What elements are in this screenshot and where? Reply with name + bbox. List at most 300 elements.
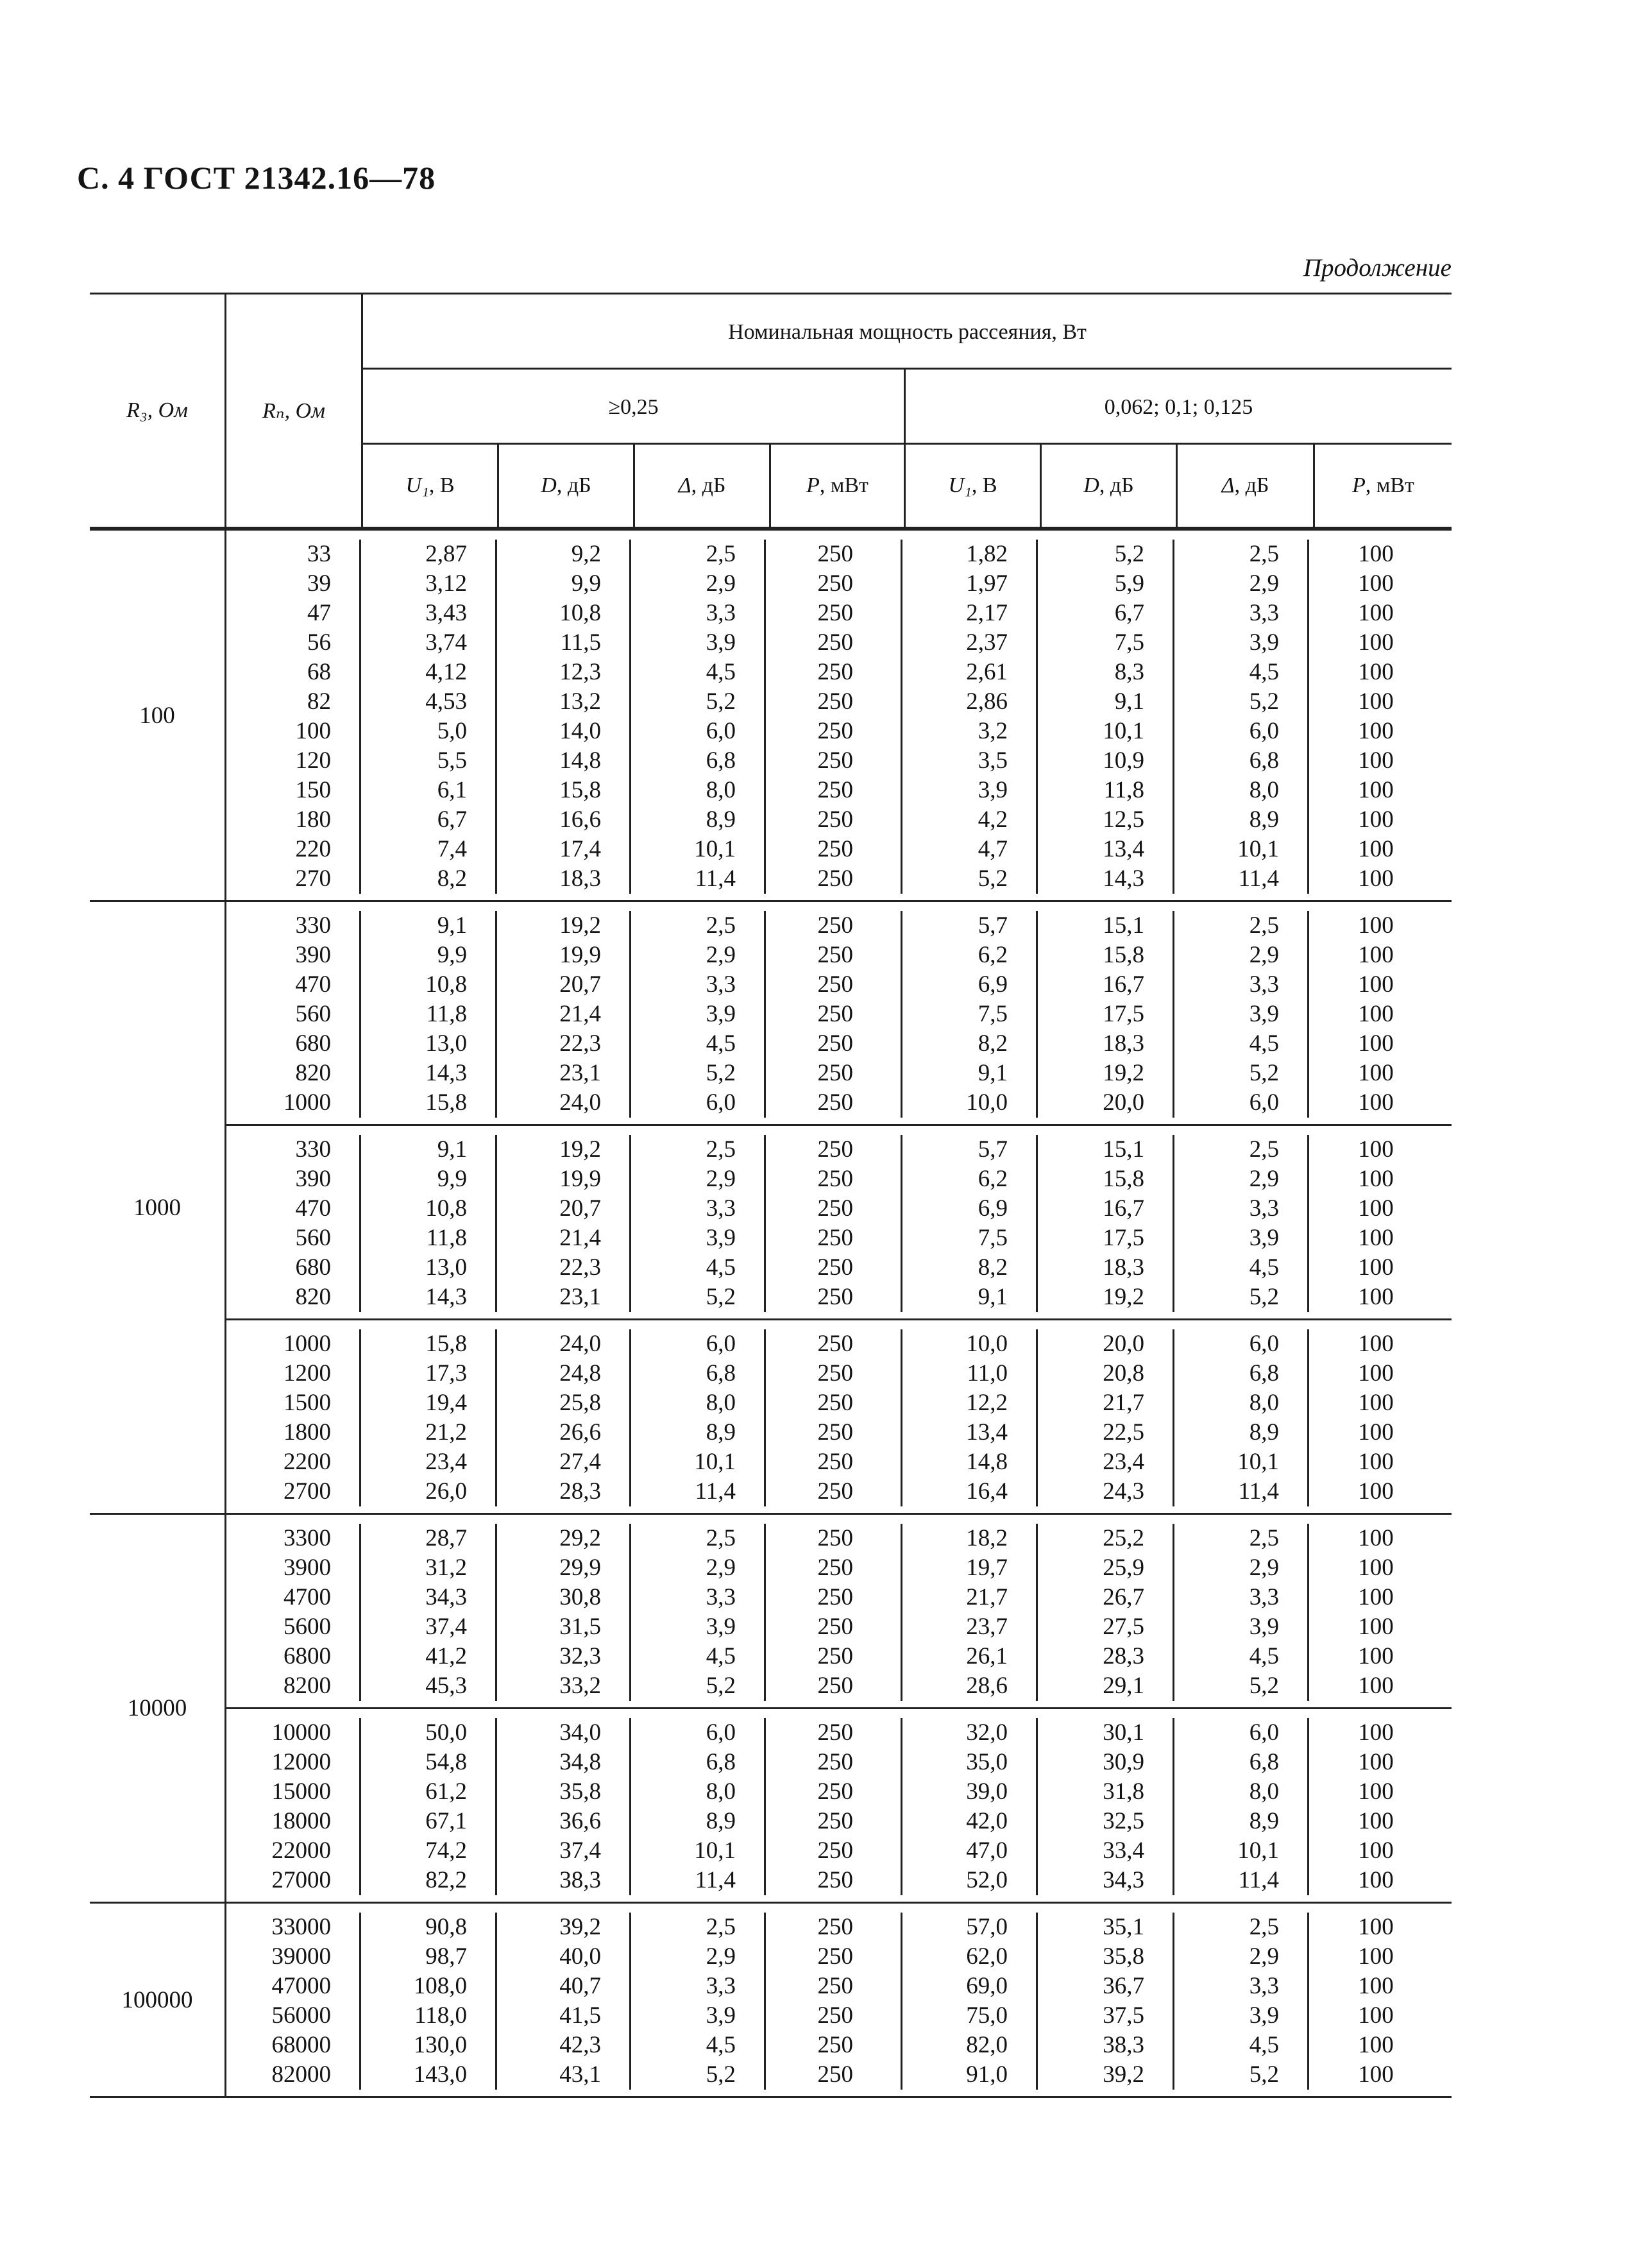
table-cell: 35,0 <box>902 1748 1038 1777</box>
table-row <box>226 540 1452 569</box>
table-cell: 2200 <box>226 1447 361 1477</box>
table-cell: 25,8 <box>497 1388 631 1418</box>
table-cell: 100 <box>1358 718 1394 744</box>
table-cell: 4,5 <box>1174 658 1309 687</box>
table-cell: 100 <box>1358 1673 1394 1699</box>
row-subgroup <box>226 1515 1452 1707</box>
table-cell: 250 <box>766 1059 902 1088</box>
table-cell: 100 <box>1358 912 1394 939</box>
subheader-delta-a: Δ , дБ <box>678 473 726 497</box>
table-cell: 12,2 <box>902 1388 1038 1418</box>
table-cell: 28,3 <box>497 1477 631 1506</box>
table-cell: 2,9 <box>631 569 766 599</box>
table-cell: 10,0 <box>902 1329 1038 1359</box>
table-cell: 34,3 <box>1038 1866 1174 1895</box>
table-cell: 250 <box>766 1418 902 1447</box>
table-cell: 33 <box>226 540 361 569</box>
header-power: Номинальная мощность рассеяния, Вт <box>728 320 1087 344</box>
table-cell: 6,8 <box>631 1748 766 1777</box>
table-cell: 17,5 <box>1038 1000 1174 1029</box>
table-cell: 250 <box>766 1671 902 1701</box>
table-cell: 68000 <box>226 2031 361 2060</box>
table-cell: 5,2 <box>1174 1059 1309 1088</box>
table-cell: 40,0 <box>497 1942 631 1972</box>
table-cell: 39,2 <box>497 1913 631 1942</box>
table-cell: 250 <box>766 2001 902 2031</box>
table-cell: 100 <box>1358 659 1394 685</box>
table-cell: 250 <box>766 746 902 776</box>
table-cell: 6800 <box>226 1642 361 1671</box>
table-cell: 6,9 <box>902 1194 1038 1224</box>
table-cell: 17,4 <box>497 835 631 864</box>
table-row <box>226 805 1452 835</box>
table-cell: 250 <box>766 1388 902 1418</box>
table-cell: 6,2 <box>902 1164 1038 1194</box>
table-cell: 24,0 <box>497 1088 631 1118</box>
table-cell: 3,2 <box>902 717 1038 746</box>
table-cell: 7,5 <box>902 1224 1038 1253</box>
table-cell: 8,0 <box>1174 1777 1309 1807</box>
table-cell: 15,8 <box>361 1329 497 1359</box>
table-cell: 14,8 <box>902 1447 1038 1477</box>
group-r3-label: 100000 <box>121 1986 193 2013</box>
table-cell: 3,3 <box>1174 1972 1309 2001</box>
table-cell: 25,9 <box>1038 1553 1174 1583</box>
table-cell: 22000 <box>226 1836 361 1866</box>
table-row <box>226 1253 1452 1283</box>
table-cell: 35,8 <box>497 1777 631 1807</box>
table-group <box>90 1904 1452 2098</box>
table-row <box>226 2001 1452 2031</box>
table-row <box>226 1447 1452 1477</box>
table-cell: 11,0 <box>902 1359 1038 1388</box>
table-cell: 98,7 <box>361 1942 497 1972</box>
table-cell: 6,0 <box>631 717 766 746</box>
table-cell: 6,0 <box>631 1088 766 1118</box>
table-cell: 2,5 <box>631 1135 766 1164</box>
table-cell: 57,0 <box>902 1913 1038 1942</box>
table-cell: 270 <box>226 864 361 894</box>
table-cell: 11,4 <box>1174 1866 1309 1895</box>
table-cell: 143,0 <box>361 2060 497 2090</box>
row-subgroup <box>226 1318 1452 1513</box>
table-cell: 3,3 <box>1174 1194 1309 1224</box>
table-row <box>226 1642 1452 1671</box>
continuation-label: Продолжение <box>1303 254 1452 282</box>
table-cell: 100 <box>1358 1973 1394 1999</box>
group-r3-label: 10000 <box>127 1695 187 1721</box>
table-cell: 2,5 <box>1174 911 1309 941</box>
table-cell: 3,9 <box>631 1000 766 1029</box>
table-cell: 100 <box>1358 1089 1394 1116</box>
table-row <box>226 717 1452 746</box>
table-cell: 15,8 <box>1038 1164 1174 1194</box>
table-row <box>226 1777 1452 1807</box>
table-cell: 5,2 <box>631 1059 766 1088</box>
table-cell: 20,0 <box>1038 1329 1174 1359</box>
table-row <box>226 1418 1452 1447</box>
table-cell: 250 <box>766 717 902 746</box>
table-cell: 2,5 <box>631 1524 766 1553</box>
subheader-u1-b: U₁ , В <box>948 473 997 497</box>
table-cell: 14,3 <box>361 1059 497 1088</box>
group-r3-label: 100 <box>139 702 175 729</box>
table-cell: 250 <box>766 1135 902 1164</box>
subheader-d-b: D , дБ <box>1083 473 1134 497</box>
table-cell: 16,6 <box>497 805 631 835</box>
table-cell: 100 <box>1358 1419 1394 1445</box>
table-cell: 74,2 <box>361 1836 497 1866</box>
table-cell: 15,8 <box>361 1088 497 1118</box>
table-cell: 20,0 <box>1038 1088 1174 1118</box>
table-cell: 5,2 <box>902 864 1038 894</box>
table-cell: 15,8 <box>497 776 631 805</box>
table-row <box>226 1913 1452 1942</box>
table-cell: 19,4 <box>361 1388 497 1418</box>
table-cell: 2,9 <box>1174 1553 1309 1583</box>
table-cell: 100 <box>1358 688 1394 715</box>
table-row <box>226 1718 1452 1748</box>
table-cell: 8,0 <box>1174 776 1309 805</box>
table-cell: 13,0 <box>361 1253 497 1283</box>
table-cell: 250 <box>766 1447 902 1477</box>
table-cell: 28,7 <box>361 1524 497 1553</box>
table-cell: 100 <box>1358 1808 1394 1834</box>
table-cell: 100 <box>1358 2002 1394 2029</box>
table-cell: 30,8 <box>497 1583 631 1612</box>
table-cell: 39,2 <box>1038 2060 1174 2090</box>
table-cell: 2,9 <box>631 1164 766 1194</box>
table-cell: 6,0 <box>1174 1088 1309 1118</box>
table-cell: 13,4 <box>1038 835 1174 864</box>
table-cell: 250 <box>766 1718 902 1748</box>
table-cell: 10,8 <box>497 599 631 628</box>
table-cell: 250 <box>766 1029 902 1059</box>
table-cell: 4,5 <box>631 1029 766 1059</box>
table-cell: 3,3 <box>631 1194 766 1224</box>
table-cell: 6,0 <box>631 1329 766 1359</box>
table-cell: 12,3 <box>497 658 631 687</box>
table-cell: 100 <box>1358 971 1394 998</box>
table-cell: 9,9 <box>361 941 497 970</box>
table-cell: 250 <box>766 1942 902 1972</box>
table-cell: 10,1 <box>1174 835 1309 864</box>
table-cell: 250 <box>766 1583 902 1612</box>
header-rp: Rₙ, Ом <box>262 399 325 423</box>
table-row <box>226 1194 1452 1224</box>
table-row <box>226 1836 1452 1866</box>
table-cell: 250 <box>766 1088 902 1118</box>
table-cell: 18,3 <box>1038 1029 1174 1059</box>
table-cell: 31,5 <box>497 1612 631 1642</box>
table-cell: 8,9 <box>631 1807 766 1836</box>
table-cell: 2,5 <box>1174 540 1309 569</box>
table-cell: 100 <box>1358 1643 1394 1669</box>
table-cell: 47,0 <box>902 1836 1038 1866</box>
table-cell: 4,5 <box>1174 1029 1309 1059</box>
data-table <box>90 293 1452 2098</box>
table-cell: 3,3 <box>631 1583 766 1612</box>
table-cell: 2,9 <box>1174 1942 1309 1972</box>
table-cell: 10,8 <box>361 970 497 1000</box>
table-cell: 4,12 <box>361 658 497 687</box>
table-cell: 38,3 <box>1038 2031 1174 2060</box>
header-r3: R₃, Ом <box>126 398 188 422</box>
table-cell: 33,2 <box>497 1671 631 1701</box>
table-row <box>226 1359 1452 1388</box>
table-cell: 3,3 <box>631 970 766 1000</box>
table-cell: 41,2 <box>361 1642 497 1671</box>
table-cell: 11,8 <box>361 1224 497 1253</box>
table-cell: 20,7 <box>497 970 631 1000</box>
table-row <box>226 1866 1452 1895</box>
table-cell: 2,9 <box>1174 1164 1309 1194</box>
table-cell: 250 <box>766 1866 902 1895</box>
table-cell: 56 <box>226 628 361 658</box>
table-cell: 100 <box>1358 541 1394 567</box>
table-cell: 19,2 <box>1038 1283 1174 1312</box>
table-cell: 100 <box>1358 600 1394 626</box>
table-cell: 250 <box>766 1807 902 1836</box>
table-cell: 29,1 <box>1038 1671 1174 1701</box>
table-cell: 2,5 <box>631 911 766 941</box>
table-cell: 82 <box>226 687 361 717</box>
table-cell: 100 <box>1358 1749 1394 1775</box>
table-cell: 3,3 <box>631 599 766 628</box>
table-cell: 100 <box>1358 1914 1394 1940</box>
table-cell: 10,1 <box>1038 717 1174 746</box>
table-cell: 11,4 <box>1174 864 1309 894</box>
table-cell: 75,0 <box>902 2001 1038 2031</box>
table-cell: 16,7 <box>1038 970 1174 1000</box>
table-cell: 820 <box>226 1059 361 1088</box>
table-cell: 7,5 <box>1038 628 1174 658</box>
table-cell: 5,7 <box>902 1135 1038 1164</box>
table-cell: 100 <box>1358 570 1394 597</box>
table-row <box>226 941 1452 970</box>
table-cell: 82000 <box>226 2060 361 2090</box>
table-cell: 3,43 <box>361 599 497 628</box>
table-cell: 100 <box>1358 1254 1394 1281</box>
subheader-d-a: D , дБ <box>541 473 591 497</box>
table-cell: 19,2 <box>497 911 631 941</box>
table-cell: 100 <box>1358 836 1394 862</box>
table-cell: 13,4 <box>902 1418 1038 1447</box>
table-row <box>226 569 1452 599</box>
table-cell: 250 <box>766 911 902 941</box>
table-cell: 7,5 <box>902 1000 1038 1029</box>
table-cell: 100 <box>226 717 361 746</box>
row-subgroup <box>226 1124 1452 1318</box>
table-cell: 39 <box>226 569 361 599</box>
table-cell: 33000 <box>226 1913 361 1942</box>
table-cell: 10,8 <box>361 1194 497 1224</box>
table-cell: 9,1 <box>361 911 497 941</box>
table-cell: 250 <box>766 970 902 1000</box>
table-cell: 100 <box>1358 1584 1394 1610</box>
table-row <box>226 1329 1452 1359</box>
table-cell: 250 <box>766 599 902 628</box>
table-cell: 100 <box>1358 865 1394 892</box>
table-cell: 18,3 <box>497 864 631 894</box>
table-cell: 42,0 <box>902 1807 1038 1836</box>
table-cell: 8,2 <box>361 864 497 894</box>
table-cell: 21,2 <box>361 1418 497 1447</box>
table-cell: 3,12 <box>361 569 497 599</box>
table-cell: 330 <box>226 911 361 941</box>
table-cell: 2,9 <box>1174 569 1309 599</box>
table-cell: 31,2 <box>361 1553 497 1583</box>
table-row <box>226 1583 1452 1612</box>
table-cell: 2,9 <box>1174 941 1309 970</box>
table-cell: 10,1 <box>1174 1447 1309 1477</box>
table-cell: 108,0 <box>361 1972 497 2001</box>
table-cell: 4,5 <box>1174 2031 1309 2060</box>
table-cell: 3,9 <box>631 2001 766 2031</box>
table-cell: 3,3 <box>1174 599 1309 628</box>
table-cell: 250 <box>766 1642 902 1671</box>
table-cell: 390 <box>226 941 361 970</box>
table-cell: 250 <box>766 1913 902 1942</box>
table-cell: 3,9 <box>1174 1224 1309 1253</box>
table-cell: 11,8 <box>1038 776 1174 805</box>
table-row <box>226 1612 1452 1642</box>
table-cell: 15,8 <box>1038 941 1174 970</box>
table-row <box>226 599 1452 628</box>
table-cell: 6,7 <box>361 805 497 835</box>
table-cell: 3,74 <box>361 628 497 658</box>
table-cell: 45,3 <box>361 1671 497 1701</box>
table-cell: 2,61 <box>902 658 1038 687</box>
table-cell: 6,0 <box>1174 717 1309 746</box>
table-cell: 21,4 <box>497 1224 631 1253</box>
table-row <box>226 1283 1452 1312</box>
row-subgroup <box>226 1904 1452 2096</box>
subheader-u1-a: U₁ , В <box>405 473 455 497</box>
table-cell: 250 <box>766 776 902 805</box>
table-cell: 3,5 <box>902 746 1038 776</box>
table-cell: 36,6 <box>497 1807 631 1836</box>
table-cell: 2,9 <box>631 1942 766 1972</box>
table-cell: 54,8 <box>361 1748 497 1777</box>
table-cell: 36,7 <box>1038 1972 1174 2001</box>
table-cell: 100 <box>1358 2061 1394 2088</box>
page-header: С. 4 ГОСТ 21342.16—78 <box>77 160 436 196</box>
table-cell: 24,8 <box>497 1359 631 1388</box>
table-cell: 3,3 <box>631 1972 766 2001</box>
table-cell: 100 <box>1358 1478 1394 1505</box>
table-cell: 1800 <box>226 1418 361 1447</box>
table-cell: 470 <box>226 1194 361 1224</box>
table-cell: 2,5 <box>1174 1913 1309 1942</box>
table-cell: 37,4 <box>497 1836 631 1866</box>
table-cell: 27,4 <box>497 1447 631 1477</box>
table-cell: 100 <box>1358 1778 1394 1805</box>
table-cell: 56000 <box>226 2001 361 2031</box>
table-cell: 1500 <box>226 1388 361 1418</box>
table-row <box>226 628 1452 658</box>
table-cell: 15,1 <box>1038 1135 1174 1164</box>
table-cell: 8,0 <box>631 1777 766 1807</box>
table-cell: 32,0 <box>902 1718 1038 1748</box>
row-subgroup <box>226 531 1452 900</box>
table-row <box>226 1942 1452 1972</box>
table-cell: 3300 <box>226 1524 361 1553</box>
table-cell: 2,9 <box>631 1553 766 1583</box>
table-cell: 8,9 <box>1174 1418 1309 1447</box>
table-cell: 50,0 <box>361 1718 497 1748</box>
table-cell: 100 <box>1358 1837 1394 1864</box>
table-cell: 6,2 <box>902 941 1038 970</box>
table-cell: 20,8 <box>1038 1359 1174 1388</box>
table-group <box>90 902 1452 1515</box>
table-cell: 6,8 <box>1174 1748 1309 1777</box>
table-cell: 28,3 <box>1038 1642 1174 1671</box>
table-row <box>226 1748 1452 1777</box>
table-cell: 130,0 <box>361 2031 497 2060</box>
table-cell: 8,2 <box>902 1029 1038 1059</box>
table-cell: 6,7 <box>1038 599 1174 628</box>
table-cell: 2,5 <box>1174 1524 1309 1553</box>
table-cell: 1000 <box>226 1088 361 1118</box>
table-cell: 2700 <box>226 1477 361 1506</box>
table-cell: 17,3 <box>361 1359 497 1388</box>
table-cell: 100 <box>1358 1001 1394 1027</box>
subheader-p-b: P , мВт <box>1352 473 1414 497</box>
table-cell: 2,87 <box>361 540 497 569</box>
table-cell: 34,3 <box>361 1583 497 1612</box>
table-cell: 8,0 <box>1174 1388 1309 1418</box>
table-cell: 8,0 <box>631 1388 766 1418</box>
table-cell: 23,4 <box>361 1447 497 1477</box>
table-cell: 1,82 <box>902 540 1038 569</box>
group-r3-label: 1000 <box>133 1194 181 1221</box>
table-cell: 250 <box>766 1359 902 1388</box>
table-cell: 14,8 <box>497 746 631 776</box>
table-cell: 100 <box>1358 1719 1394 1746</box>
subheader-p-a: P , мВт <box>806 473 868 497</box>
table-cell: 250 <box>766 1748 902 1777</box>
table-cell: 3,3 <box>1174 1583 1309 1612</box>
table-cell: 250 <box>766 1283 902 1312</box>
table-cell: 150 <box>226 776 361 805</box>
table-cell: 24,0 <box>497 1329 631 1359</box>
table-cell: 2,5 <box>631 540 766 569</box>
table-cell: 15,1 <box>1038 911 1174 941</box>
table-cell: 34,8 <box>497 1748 631 1777</box>
table-cell: 8,2 <box>902 1253 1038 1283</box>
table-cell: 4,5 <box>631 658 766 687</box>
table-cell: 5,2 <box>631 1671 766 1701</box>
table-cell: 250 <box>766 835 902 864</box>
table-cell: 4,5 <box>1174 1642 1309 1671</box>
table-cell: 13,0 <box>361 1029 497 1059</box>
table-cell: 1200 <box>226 1359 361 1388</box>
table-cell: 4,5 <box>631 1253 766 1283</box>
table-cell: 1000 <box>226 1329 361 1359</box>
table-cell: 8,0 <box>631 776 766 805</box>
table-cell: 680 <box>226 1029 361 1059</box>
table-cell: 100 <box>1358 1555 1394 1581</box>
table-cell: 22,5 <box>1038 1418 1174 1447</box>
table-cell: 17,5 <box>1038 1224 1174 1253</box>
table-cell: 10,1 <box>631 835 766 864</box>
table-cell: 18,2 <box>902 1524 1038 1553</box>
table-cell: 5,9 <box>1038 569 1174 599</box>
table-cell: 4700 <box>226 1583 361 1612</box>
table-row <box>226 1972 1452 2001</box>
table-cell: 5,7 <box>902 911 1038 941</box>
